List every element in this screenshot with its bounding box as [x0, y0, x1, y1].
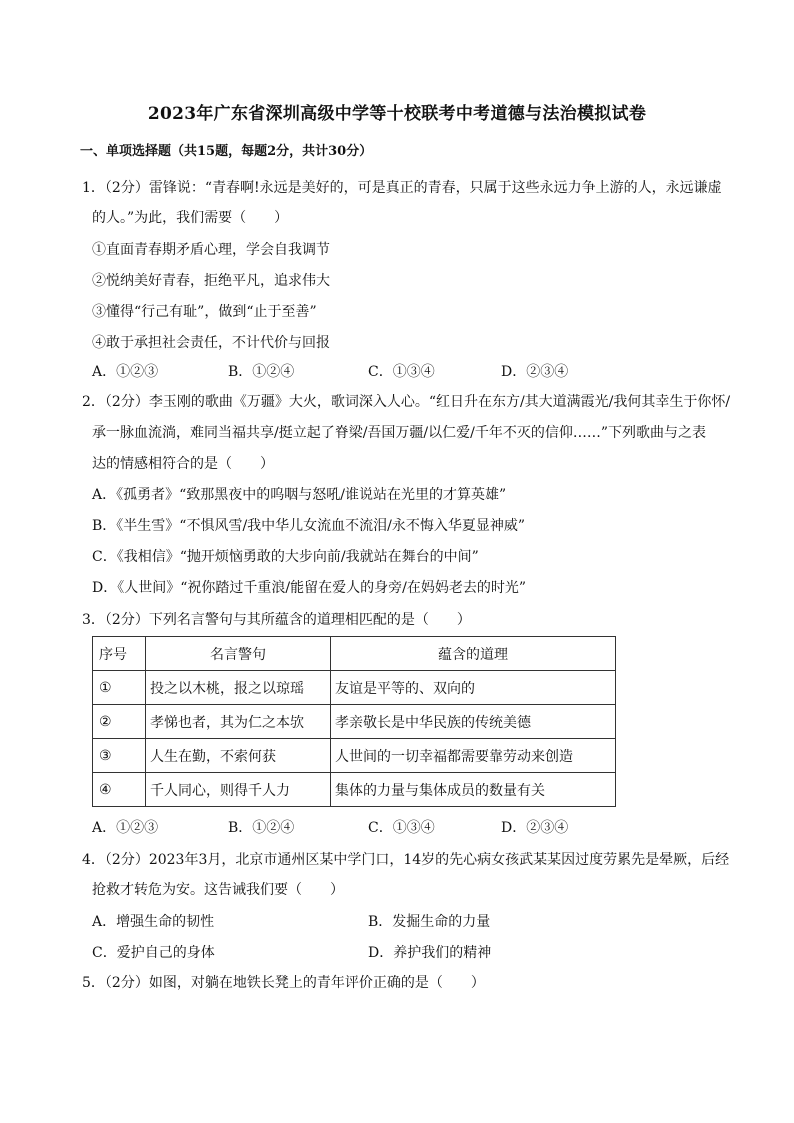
q1-item-2: ②悦纳美好青春，拒绝平凡，追求伟大 — [92, 273, 330, 289]
table-cell: 人世间的一切幸福都需要靠劳动来创造 — [331, 739, 616, 773]
q1-option-b: B．①②④ — [228, 364, 295, 380]
q3-option-a: A．①②③ — [92, 820, 159, 836]
table-cell: 人生在勤，不索何获 — [146, 739, 331, 773]
q1-stem-line2: 的人。”为此，我们需要（ ） — [92, 210, 289, 226]
table-cell: ② — [93, 705, 146, 739]
q4-option-c: C．爱护自己的身体 — [92, 945, 215, 961]
table-cell: 孝悌也者，其为仁之本欤 — [146, 705, 331, 739]
table-cell: 孝亲敬长是中华民族的传统美德 — [331, 705, 616, 739]
quotes-table — [92, 636, 616, 807]
table-header-cell: 序号 — [93, 637, 146, 671]
q4-option-a: A．增强生命的韧性 — [92, 914, 215, 930]
table-header-cell: 蕴含的道理 — [331, 637, 616, 671]
q2-option-c: C．《我相信》“抛开烦恼勇敢的大步向前/我就站在舞台的中间” — [92, 549, 479, 565]
table-cell: 友谊是平等的、双向的 — [331, 671, 616, 705]
q2-option-a: A．《孤勇者》“致那黑夜中的呜咽与怒吼/谁说站在光里的才算英雄” — [92, 487, 507, 503]
table-cell: 集体的力量与集体成员的数量有关 — [331, 773, 616, 807]
table-row — [93, 705, 616, 739]
q1-option-c: C．①③④ — [368, 364, 435, 380]
table-row — [93, 739, 616, 773]
table-cell: ① — [93, 671, 146, 705]
q3-stem: 3．（2分）下列名言警句与其所蕴含的道理相匹配的是（ ） — [82, 612, 471, 628]
q2-stem-line1: 2．（2分）李玉刚的歌曲《万疆》大火，歌词深入人心。“红日升在东方/其大道满霞光/我何其幸生于你怀/ — [82, 394, 731, 410]
table-cell: ③ — [93, 739, 146, 773]
q4-stem-line2: 抢救才转危为安。这告诫我们要（ ） — [92, 882, 344, 898]
q3-option-c: C．①③④ — [368, 820, 435, 836]
table-cell: 千人同心，则得千人力 — [146, 773, 331, 807]
section-heading: 一、单项选择题（共15题，每题2分，共计30分） — [80, 144, 373, 159]
q2-option-d: D．《人世间》“祝你踏过千重浪/能留在爱人的身旁/在妈妈老去的时光” — [92, 580, 526, 596]
q1-item-4: ④敢于承担社会责任，不计代价与回报 — [92, 335, 330, 351]
q1-item-1: ①直面青春期矛盾心理，学会自我调节 — [92, 242, 330, 258]
exam-title: 2023年广东省深圳高级中学等十校联考中考道德与法治模拟试卷 — [147, 104, 647, 124]
q1-option-a: A．①②③ — [92, 364, 159, 380]
q2-stem-line2: 承一脉血流淌，难同当福共享/挺立起了脊梁/吾国万疆/以仁爱/千年不灭的信仰……”下列歌曲与之表 — [92, 425, 707, 441]
q5-stem: 5．（2分）如图，对躺在地铁长凳上的青年评价正确的是（ ） — [82, 975, 485, 991]
q3-option-d: D．②③④ — [501, 820, 569, 836]
q2-stem-line3: 达的情感相符合的是（ ） — [92, 456, 274, 472]
q1-option-d: D．②③④ — [501, 364, 569, 380]
table-header-row — [93, 637, 616, 671]
q4-stem-line1: 4．（2分）2023年3月，北京市通州区某中学门口，14岁的先心病女孩武某某因过度劳累先是晕厥，后经 — [82, 852, 730, 868]
q3-option-b: B．①②④ — [228, 820, 295, 836]
table-row — [93, 671, 616, 705]
table-row — [93, 773, 616, 807]
table-cell: 投之以木桃，报之以琼瑶 — [146, 671, 331, 705]
q4-option-b: B．发掘生命的力量 — [368, 914, 491, 930]
q1-item-3: ③懂得“行己有耻”，做到“止于至善” — [92, 304, 317, 320]
q1-stem-line1: 1．（2分）雷锋说：“青春啊!永远是美好的，可是真正的青春，只属于这些永远力争上游的人，永远谦虚 — [82, 180, 722, 196]
q2-option-b: B．《半生雪》“不惧风雪/我中华儿女流血不流泪/永不悔入华夏显神威” — [92, 518, 526, 534]
table-header-cell: 名言警句 — [146, 637, 331, 671]
table-cell: ④ — [93, 773, 146, 807]
q4-option-d: D．养护我们的精神 — [368, 945, 492, 961]
